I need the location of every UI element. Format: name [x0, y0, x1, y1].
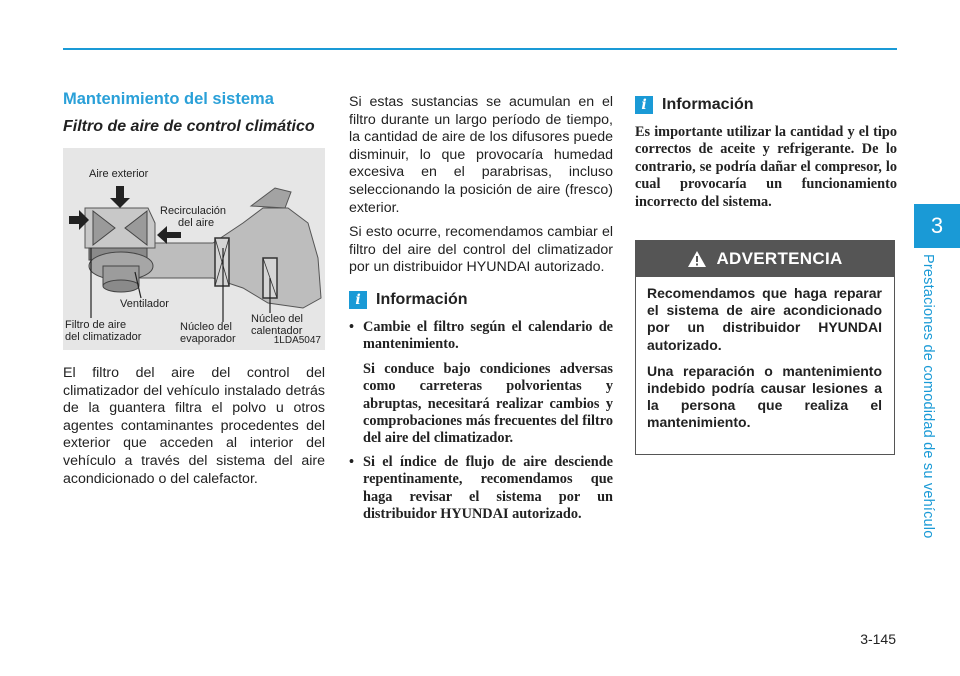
warning-paragraph-1: Recomendamos que haga reparar el sistema de aire acondicionado por un distribuidor HYUNDAI autorizado.	[647, 285, 882, 353]
blower-bottom	[103, 280, 139, 292]
info-title: Información	[662, 96, 754, 113]
bullet-text: Si el índice de flujo de aire desciende repentinamente, recomendamos que haga revisar el sistema por un distribuidor HYUNDAI autorizado.	[363, 453, 613, 522]
info-icon: i	[349, 291, 367, 309]
info-icon: i	[635, 96, 653, 114]
bullet-symbol: •	[349, 453, 355, 470]
warning-body	[636, 277, 894, 432]
column-3	[635, 96, 897, 211]
oil-refrigerant-note: Es importante utilizar la cantidad y el tipo correctos de aceite y refrigerante. De lo contrario, se podría dañar el compresor, lo cual provocaría un funcionamiento incorrecto del sistema.	[635, 124, 897, 210]
label-recirculation-2: del aire	[178, 217, 215, 229]
chapter-title: Prestaciones de comodidad de su vehículo	[920, 254, 936, 539]
chapter-number: 3	[930, 213, 944, 238]
info-bullet-list	[349, 319, 613, 523]
bullet-symbol: •	[349, 318, 355, 335]
filter-description: El filtro del aire del control del climatizador del vehículo instalado detrás de la guantera filtra el polvo u otros agentes contaminantes procedentes del exterior que acceden al interior del vehículo a través del sistema del aire acondicionado o del calefactor.	[63, 365, 325, 487]
subsection-title: Filtro de aire de control climático	[63, 118, 315, 135]
bullet-text: Cambie el filtro según el calendario de mantenimiento.	[363, 318, 613, 353]
info-header	[349, 291, 613, 309]
outside-air-arrow	[110, 186, 130, 208]
hvac-diagram-figure	[63, 148, 325, 350]
page-number: 3-145	[860, 631, 896, 647]
bullet-extra-text: Si conduce bajo condiciones adversas como carreteras polvorientas y abruptas, necesitará realizar cambios y comprobaciones más frecuentes del filtro del aire del climatizador.	[363, 360, 613, 447]
label-filter-2: del climatizador	[65, 331, 142, 343]
label-heater-2: calentador	[251, 325, 303, 337]
list-item	[349, 454, 613, 524]
list-item	[349, 319, 613, 448]
recommendation-paragraph: Si esto ocurre, recomendamos cambiar el filtro del aire del control del climatizador por un distribuidor HYUNDAI autorizado.	[349, 224, 613, 276]
figure-code: 1LDA5047	[273, 335, 321, 346]
warning-paragraph-2: Una reparación o mantenimiento indebido podría causar lesiones a la persona que realiza el mantenimiento.	[647, 362, 882, 431]
column-2	[349, 94, 613, 529]
label-filter-1: Filtro de aire	[65, 319, 127, 331]
warning-box	[635, 240, 895, 455]
warning-triangle-icon	[687, 250, 707, 268]
label-heater-1: Núcleo del	[251, 313, 303, 325]
label-recirculation-1: Recirculación	[160, 205, 227, 217]
label-evaporator-2: evaporador	[180, 333, 236, 345]
info-title: Información	[376, 290, 468, 308]
label-evaporator-1: Núcleo del	[180, 321, 232, 333]
section-title: Mantenimiento del sistema	[63, 90, 274, 108]
warning-title: ADVERTENCIA	[716, 249, 843, 268]
info-header	[635, 96, 897, 114]
accumulation-paragraph: Si estas sustancias se acumulan en el filtro durante un largo período de tiempo, la cantidad de aire de los difusores puede disminuir, lo que provocaría humedad excesiva en el parabrisas, incluso seleccionando la posición de aire (fresco) exterior.	[349, 94, 613, 216]
chapter-side-title	[920, 254, 956, 554]
chapter-tab	[914, 204, 960, 248]
column-1	[63, 90, 325, 488]
label-outside-air: Aire exterior	[89, 168, 149, 180]
label-blower: Ventilador	[120, 298, 169, 310]
header-rule	[63, 48, 897, 50]
warning-header	[636, 241, 894, 277]
